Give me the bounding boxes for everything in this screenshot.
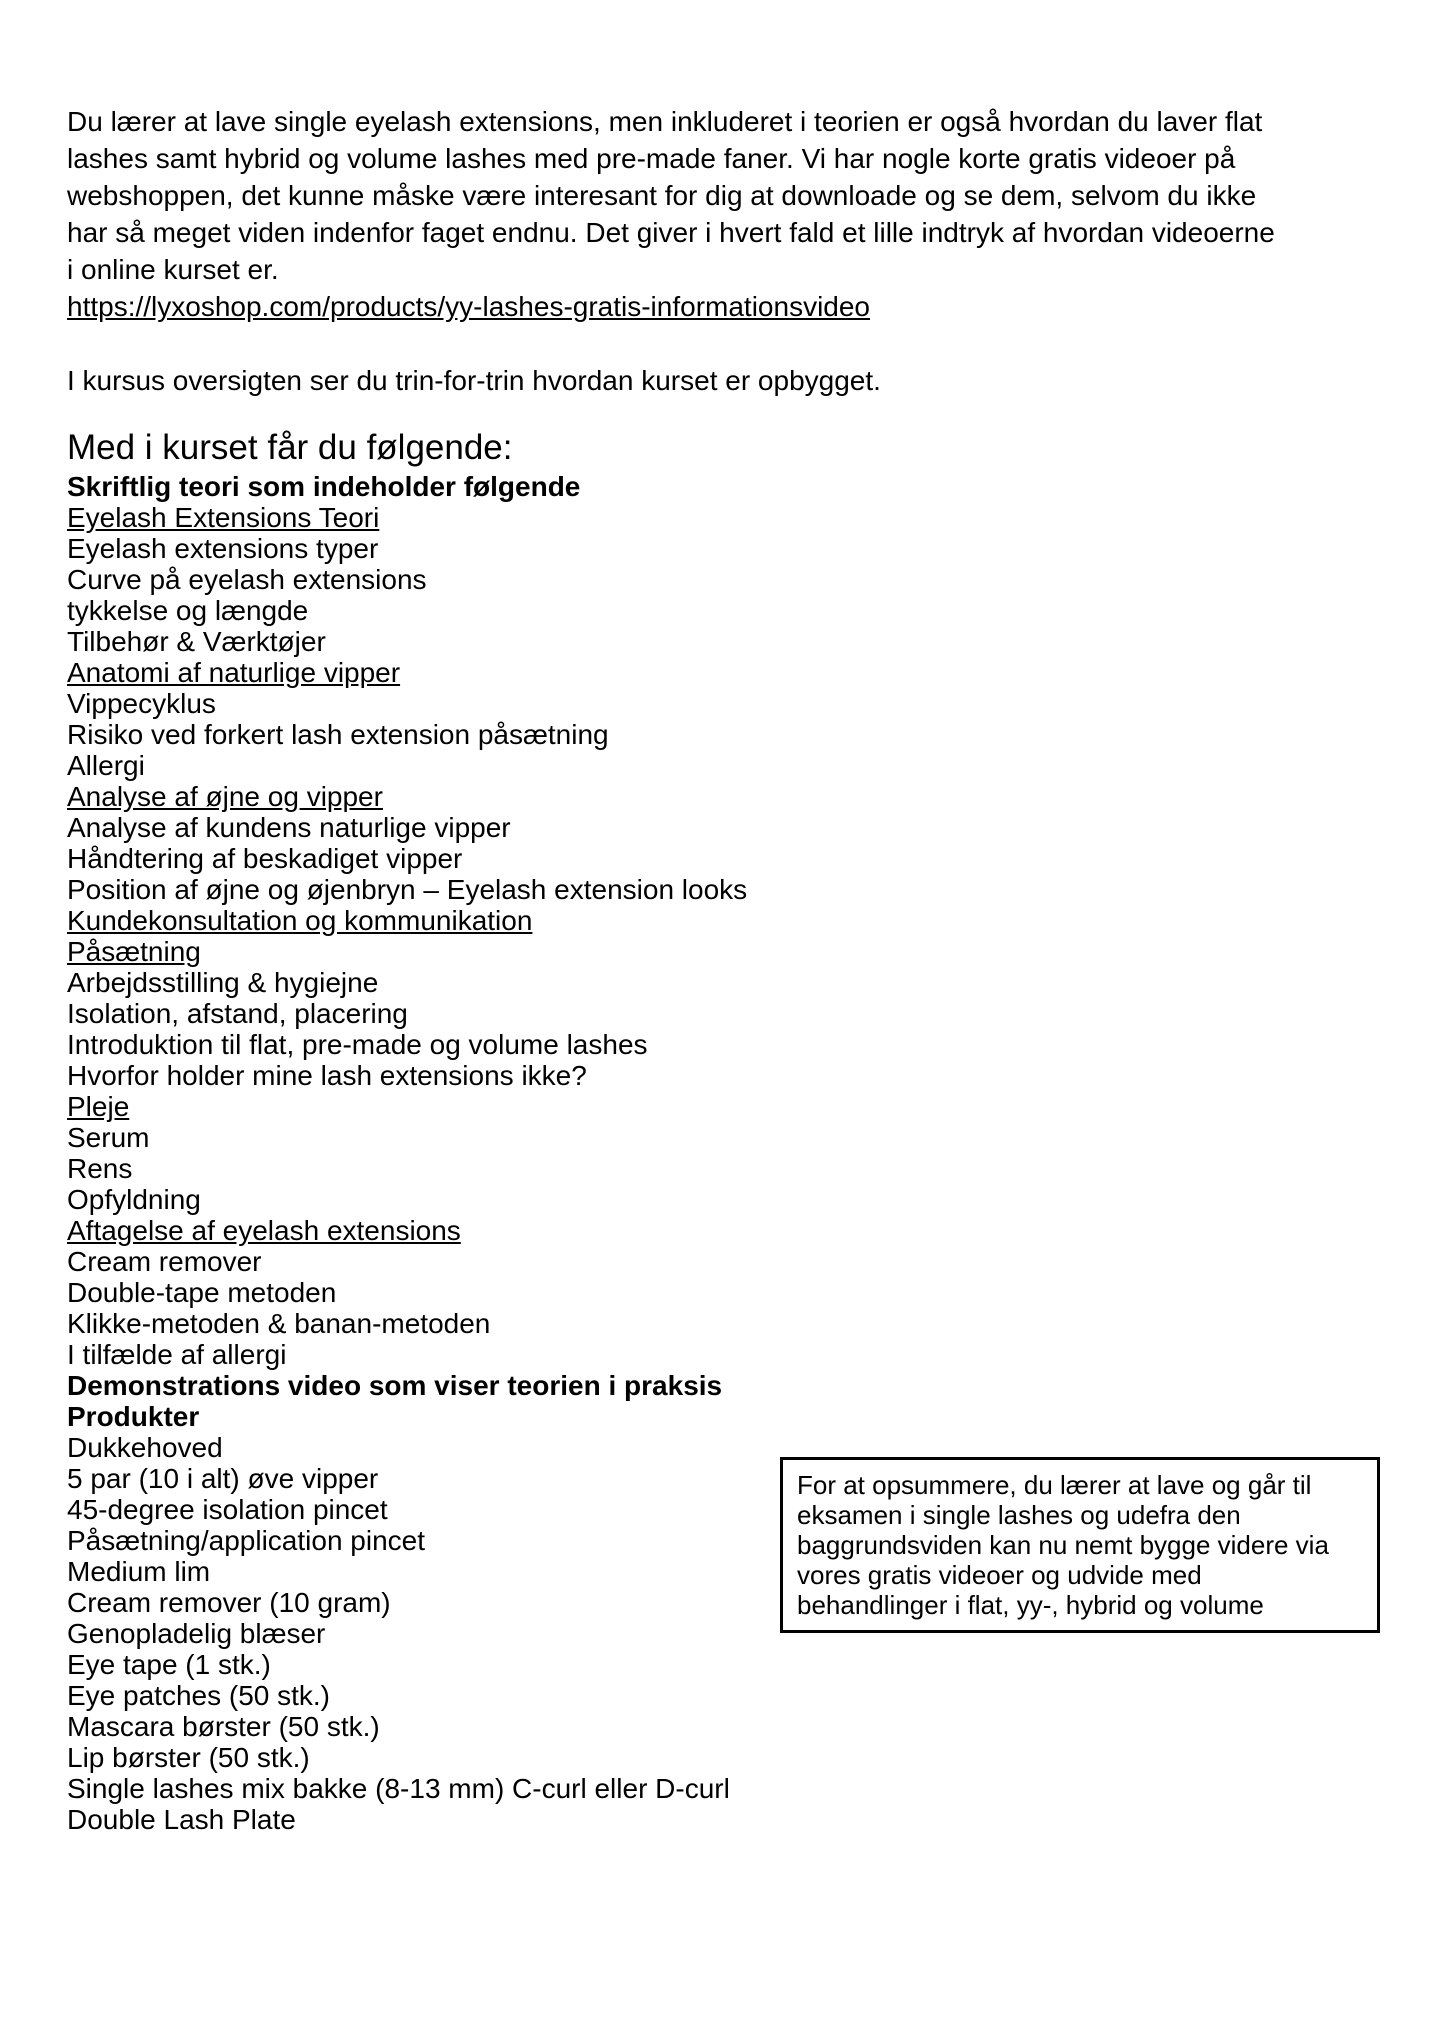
intro-text-line: Du lærer at lave single eyelash extensions, men inkluderet i teorien er også hvordan du laver flat [67,106,1263,137]
summary-box [780,1457,1380,1633]
theory-subheading: Skriftlig teori som indeholder følgende [67,471,581,502]
list-item: Håndtering af beskadiget vipper [67,843,463,874]
link-row [67,288,1407,325]
list-item: Eye patches (50 stk.) [67,1680,331,1711]
list-item: I tilfælde af allergi [67,1339,287,1370]
list-item: Rens [67,1153,133,1184]
list-item: Double-tape metoden [67,1277,337,1308]
intro-text-line: har så meget viden indenfor faget endnu. Det giver i hvert fald et lille indtryk af hvordan videoerne [67,217,1275,248]
summary-text-line: baggrundsviden kan nu nemt bygge videre via [797,1530,1329,1560]
list-item: Position af øjne og øjenbryn – Eyelash extension looks [67,874,748,905]
list-item: 5 par (10 i alt) øve vipper [67,1463,379,1494]
list-item: Single lashes mix bakke (8-13 mm) C-curl eller D-curl [67,1773,730,1804]
list-item: Analyse af kundens naturlige vipper [67,812,511,843]
list-item: Arbejdsstilling & hygiejne [67,967,379,998]
list-item: Opfyldning [67,1184,201,1215]
list-item: Eyelash extensions typer [67,533,379,564]
info-video-link[interactable]: https://lyxoshop.com/products/yy-lashes-gratis-informationsvideo [67,291,871,322]
intro-paragraph [67,103,1407,288]
list-item: Curve på eyelash extensions [67,564,427,595]
list-item: Allergi [67,750,145,781]
list-item: Demonstrations video som viser teorien i praksis [67,1370,723,1401]
list-item: Double Lash Plate [67,1804,296,1835]
course-content-list [67,502,1407,1835]
summary-text-line: vores gratis videoer og udvide med [797,1560,1202,1590]
list-item: Kundekonsultation og kommunikation [67,905,533,936]
list-item: tykkelse og længde [67,595,309,626]
list-item: Serum [67,1122,150,1153]
list-item: Cream remover (10 gram) [67,1587,391,1618]
list-item: Anatomi af naturlige vipper [67,657,401,688]
list-item: Tilbehør & Værktøjer [67,626,326,657]
list-item: Vippecyklus [67,688,216,719]
course-overview-note: I kursus oversigten ser du trin-for-trin hvordan kurset er opbygget. [67,365,881,396]
list-item: Hvorfor holder mine lash extensions ikke? [67,1060,587,1091]
list-item: Mascara børster (50 stk.) [67,1711,380,1742]
summary-text-line: For at opsummere, du lærer at lave og går til [797,1470,1312,1500]
list-item: Produkter [67,1401,200,1432]
list-item: Analyse af øjne og vipper [67,781,383,812]
list-item: Klikke-metoden & banan-metoden [67,1308,491,1339]
section-heading: Med i kurset får du følgende: [67,428,513,467]
list-item: Pleje [67,1091,130,1122]
list-item: Dukkehoved [67,1432,223,1463]
intro-text-line: i online kurset er. [67,254,279,285]
list-item: Genopladelig blæser [67,1618,326,1649]
list-item: Påsætning [67,936,201,967]
list-item: Eyelash Extensions Teori [67,502,380,533]
summary-text-line: behandlinger i flat, yy-, hybrid og volume [797,1590,1264,1620]
list-item: Eye tape (1 stk.) [67,1649,271,1680]
intro-text-line: webshoppen, det kunne måske være interesant for dig at downloade og se dem, selvom du ikke [67,180,1257,211]
list-item: Cream remover [67,1246,262,1277]
list-item: Medium lim [67,1556,211,1587]
list-item: Introduktion til flat, pre-made og volume lashes [67,1029,648,1060]
list-item: 45-degree isolation pincet [67,1494,388,1525]
summary-text-line: eksamen i single lashes og udefra den [797,1500,1241,1530]
intro-text-line: lashes samt hybrid og volume lashes med pre-made faner. Vi har nogle korte gratis videoer på [67,143,1236,174]
list-item: Lip børster (50 stk.) [67,1742,310,1773]
list-item: Påsætning/application pincet [67,1525,426,1556]
list-item: Risiko ved forkert lash extension påsætning [67,719,609,750]
list-item: Aftagelse af eyelash extensions [67,1215,461,1246]
list-item: Isolation, afstand, placering [67,998,408,1029]
